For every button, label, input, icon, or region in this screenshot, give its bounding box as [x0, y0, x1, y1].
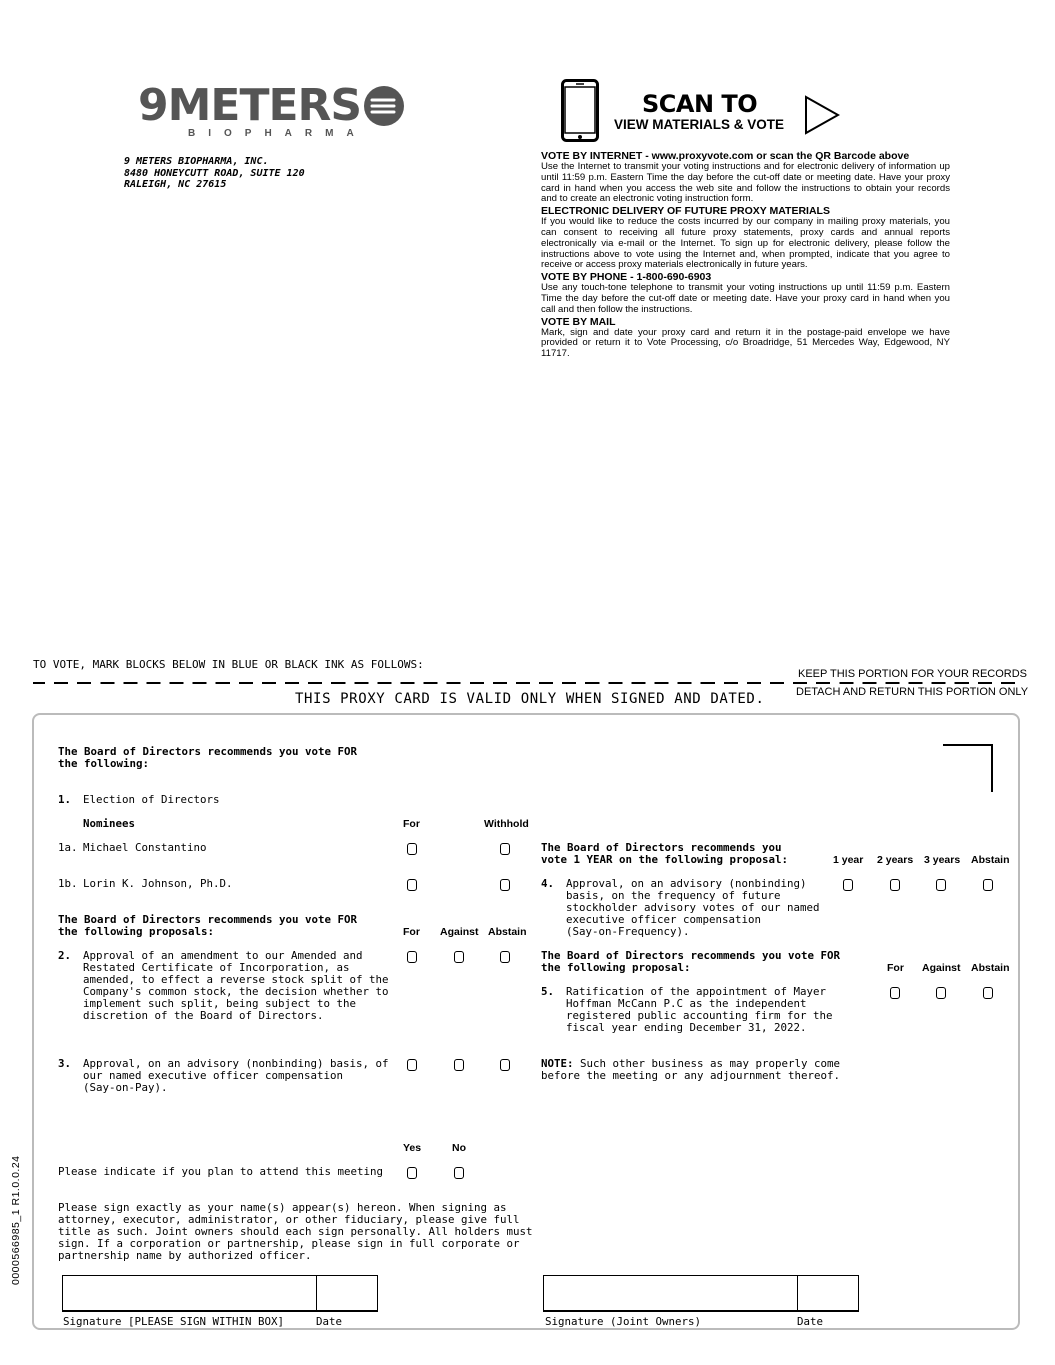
company-address: 9 METERS BIOPHARMA, INC. 8480 HONEYCUTT ROAD, SUITE 120 RALEIGH, NC 27615: [124, 156, 305, 190]
note-line2: before the meeting or any adjournment thereof.: [541, 1069, 841, 1082]
to-vote-instruction: TO VOTE, MARK BLOCKS BELOW IN BLUE OR BLACK INK AS FOLLOWS:: [33, 658, 424, 671]
checkbox-4-2years[interactable]: [890, 879, 900, 891]
joint-date-label: Date: [797, 1315, 824, 1328]
item3-line: (Say-on-Pay).: [83, 1081, 168, 1094]
checkbox-1a-withhold[interactable]: [500, 843, 510, 855]
date-label: Date: [316, 1315, 343, 1328]
col-for: For: [403, 818, 420, 830]
nominee-1a-num: 1a.: [58, 841, 78, 854]
rec2-line2: the following proposals:: [58, 925, 215, 938]
item4-line: stockholder advisory votes of our named: [566, 901, 820, 914]
item4-num: 4.: [541, 877, 555, 890]
item5-line: fiscal year ending December 31, 2022.: [566, 1021, 807, 1034]
note-text: Such other business as may properly come: [580, 1057, 841, 1070]
item4-line: executive officer compensation: [566, 913, 762, 926]
scan-title: SCAN TO: [642, 90, 758, 118]
rec1-line2: the following:: [58, 757, 150, 770]
col-abstain: Abstain: [488, 926, 527, 938]
item5-line: registered public accounting firm for the: [566, 1009, 833, 1022]
sign-instruction-line: partnership name by authorized officer.: [58, 1249, 312, 1262]
item4-line: Approval, on an advisory (nonbinding): [566, 877, 807, 890]
detach-line: [33, 682, 1023, 684]
checkbox-4-3years[interactable]: [936, 879, 946, 891]
checkbox-3-for[interactable]: [407, 1059, 417, 1071]
joint-signature-label: Signature (Joint Owners): [545, 1315, 702, 1328]
checkbox-3-against[interactable]: [454, 1059, 464, 1071]
item3-line: our named executive officer compensation: [83, 1069, 344, 1082]
item1-num: 1.: [58, 793, 72, 806]
rec1-line1: The Board of Directors recommends you vote FOR: [58, 745, 358, 758]
signature-box[interactable]: [62, 1275, 378, 1312]
item2-line: Restated Certificate of Incorporation, as: [83, 961, 350, 974]
col-withhold: Withhold: [484, 818, 529, 830]
phone-icon: [561, 79, 599, 142]
company-logo: 9METERS BIOPHARMA: [138, 84, 413, 144]
col-2-years: 2 years: [877, 854, 914, 866]
item2-line: Company's common stock, the decision whether to: [83, 985, 389, 998]
sign-instruction-line: title as such. Joint owners should each sign personally. All holders must: [58, 1225, 533, 1238]
play-arrow-icon: [804, 95, 840, 135]
date-divider: [316, 1276, 317, 1310]
nominee-1a-name: Michael Constantino: [83, 841, 207, 854]
col-for-5: For: [887, 962, 904, 974]
col-yes: Yes: [403, 1142, 422, 1154]
col-for-2: For: [403, 926, 420, 938]
rec2-line1: The Board of Directors recommends you vote FOR: [58, 913, 358, 926]
rec3-line2: vote 1 YEAR on the following proposal:: [541, 853, 789, 866]
checkbox-5-for[interactable]: [890, 987, 900, 999]
keep-portion-label: KEEP THIS PORTION FOR YOUR RECORDS: [798, 668, 1028, 680]
checkbox-5-against[interactable]: [936, 987, 946, 999]
checkbox-4-1year[interactable]: [843, 879, 853, 891]
sign-instruction-line: sign. If a corporation or partnership, please sign in full corporate or: [58, 1237, 520, 1250]
proxy-valid-notice: THIS PROXY CARD IS VALID ONLY WHEN SIGNED AND DATED.: [295, 691, 765, 707]
signature-label: Signature [PLEASE SIGN WITHIN BOX]: [63, 1315, 285, 1328]
checkbox-1b-for[interactable]: [407, 879, 417, 891]
checkbox-4-abstain[interactable]: [983, 879, 993, 891]
item2-line: implement such split, being subject to the: [83, 997, 357, 1010]
col-abstain-5: Abstain: [971, 962, 1010, 974]
col-3-years: 3 years: [924, 854, 961, 866]
checkbox-1a-for[interactable]: [407, 843, 417, 855]
joint-signature-box[interactable]: [543, 1275, 859, 1312]
item3-line: Approval, on an advisory (nonbinding) basis, of: [83, 1057, 389, 1070]
rec3-line1: The Board of Directors recommends you: [541, 841, 782, 854]
attend-question: Please indicate if you plan to attend this meeting: [58, 1165, 384, 1178]
checkbox-1b-withhold[interactable]: [500, 879, 510, 891]
checkbox-2-against[interactable]: [454, 951, 464, 963]
nominees-label: Nominees: [83, 817, 136, 830]
intestine-icon: [362, 84, 406, 136]
rec4-line1: The Board of Directors recommends you vote FOR: [541, 949, 841, 962]
rec4-line2: the following proposal:: [541, 961, 691, 974]
item5-num: 5.: [541, 985, 555, 998]
note-label: NOTE:: [541, 1057, 574, 1070]
checkbox-attend-no[interactable]: [454, 1167, 464, 1179]
item4-line: basis, on the frequency of future: [566, 889, 781, 902]
checkbox-attend-yes[interactable]: [407, 1167, 417, 1179]
item2-line: discretion of the Board of Directors.: [83, 1009, 324, 1022]
col-against-5: Against: [922, 962, 961, 974]
document-code: 0000566985_1 R1.0.0.24: [10, 1155, 22, 1285]
checkbox-2-abstain[interactable]: [500, 951, 510, 963]
scan-subtitle: VIEW MATERIALS & VOTE: [614, 117, 785, 132]
col-abstain-freq: Abstain: [971, 854, 1010, 866]
nominee-1b-name: Lorin K. Johnson, Ph.D.: [83, 877, 233, 890]
checkbox-2-for[interactable]: [407, 951, 417, 963]
col-no: No: [452, 1142, 466, 1154]
item5-line: Hoffman McCann P.C as the independent: [566, 997, 807, 1010]
item2-num: 2.: [58, 949, 72, 962]
item1-text: Election of Directors: [83, 793, 220, 806]
detach-label: DETACH AND RETURN THIS PORTION ONLY: [796, 686, 1029, 698]
checkbox-5-abstain[interactable]: [983, 987, 993, 999]
checkbox-3-abstain[interactable]: [500, 1059, 510, 1071]
col-against: Against: [440, 926, 479, 938]
corner-mark: [943, 744, 993, 792]
date-divider: [797, 1276, 798, 1310]
col-1-year: 1 year: [833, 854, 864, 866]
nominee-1b-num: 1b.: [58, 877, 78, 890]
item3-num: 3.: [58, 1057, 72, 1070]
item2-line: amended, to effect a reverse stock split of the: [83, 973, 389, 986]
item2-line: Approval of an amendment to our Amended and: [83, 949, 363, 962]
item5-line: Ratification of the appointment of Mayer: [566, 985, 827, 998]
voting-instructions: VOTE BY INTERNET - www.proxyvote.com or scan the QR Barcode above Use the Internet to transmit your voting instructions and for electronic delivery of information up until 11:59 p.m. Eastern Time the day before the cut-off date or meeting date. Have your proxy card in hand when you access the web site and follow the instructions to obtain your records and to create an electronic voting instruction form. ELECTRONIC DELIVERY OF FUTURE PROXY MATERIALS If you would like to reduce the costs incurred by our company in mailing proxy materials, you can consent to receiving all future proxy statements, proxy cards and annual reports electronically via e-mail or the Internet. To sign up for electronic delivery, please follow the instructions above to vote using the Internet and, when prompted, indicate that you agree to receive or access proxy materials electronically in future years. VOTE BY PHONE - 1-800-690-6903 Use any touch-tone telephone to transmit your voting instructions up until 11:59 p.m. Eastern Time the day before the cut-off date or meeting date. Have your proxy card in hand when you call and then follow the instructions. VOTE BY MAIL Mark, sign and date your proxy card and return it in the postage-paid envelope we have provided or return it to Vote Processing, c/o Broadridge, 51 Mercedes Way, Edgewood, NY 11717.: [541, 150, 950, 360]
sign-instruction-line: Please sign exactly as your name(s) appear(s) hereon. When signing as: [58, 1201, 507, 1214]
item4-line: (Say-on-Frequency).: [566, 925, 690, 938]
sign-instruction-line: attorney, executor, administrator, or other fiduciary, please give full: [58, 1213, 520, 1226]
